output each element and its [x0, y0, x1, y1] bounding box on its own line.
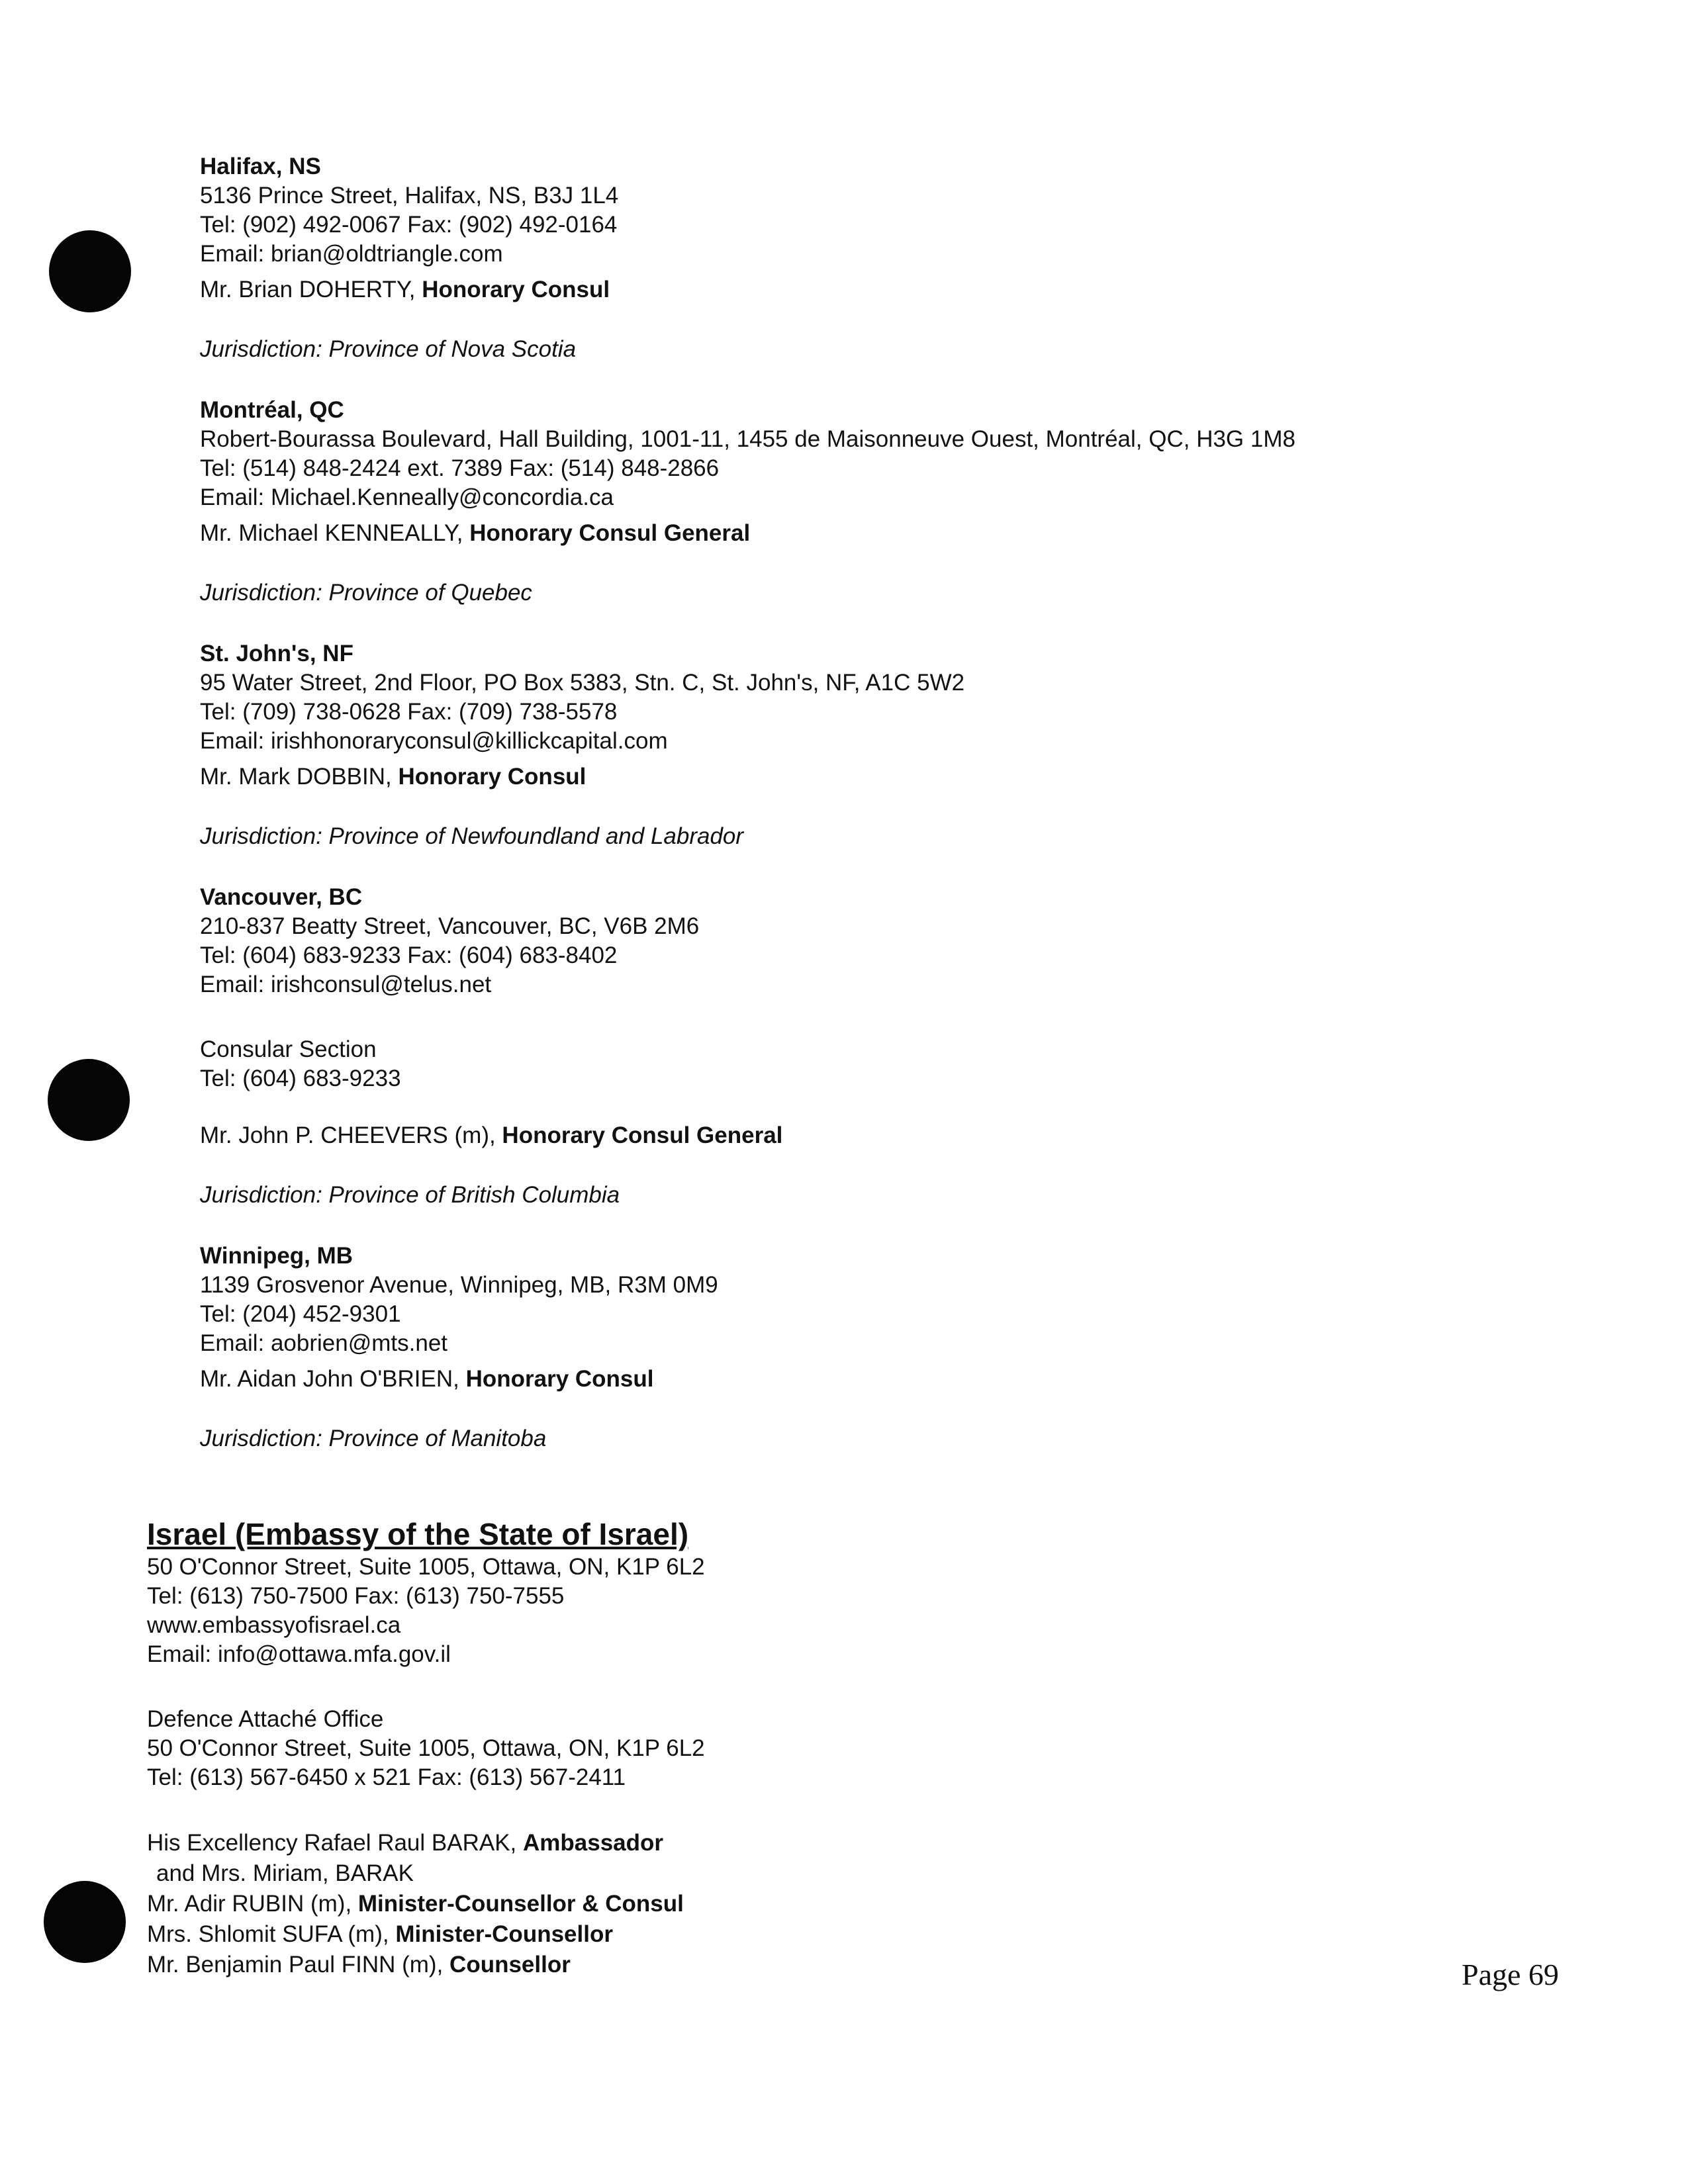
officer-name: Mr. Brian DOHERTY, — [200, 277, 422, 302]
officer-name: Mr. Michael KENNEALLY, — [200, 520, 470, 546]
consular-section-phone: Tel: (604) 683-9233 — [200, 1066, 401, 1091]
embassy-address: 50 O'Connor Street, Suite 1005, Ottawa, ON, K1P 6L2 — [147, 1554, 705, 1580]
embassy-website: www.embassyofisrael.ca — [147, 1612, 401, 1638]
consul-officer — [200, 519, 1524, 548]
consulate-email: Email: brian@oldtriangle.com — [200, 241, 503, 267]
officer-title: Honorary Consul General — [502, 1122, 783, 1148]
israel-embassy-section — [147, 1516, 1405, 1980]
staff-title: Minister-Counsellor & Consul — [357, 1891, 684, 1917]
officer-name: Mr. Mark DOBBIN, — [200, 764, 399, 790]
consulate-jurisdiction: Jurisdiction: Province of British Columbia — [200, 1182, 620, 1208]
consulate-jurisdiction: Jurisdiction: Province of Nova Scotia — [200, 336, 577, 362]
staff-title: Ambassador — [523, 1830, 664, 1856]
consulate-list — [200, 152, 1524, 1485]
defence-office-label: Defence Attaché Office — [147, 1706, 384, 1732]
consulate-email: Email: aobrien@mts.net — [200, 1330, 448, 1356]
staff-name: Mr. Adir RUBIN (m), — [147, 1891, 358, 1917]
consulate-address: 1139 Grosvenor Avenue, Winnipeg, MB, R3M 0M9 — [200, 1272, 718, 1298]
consulate-email: Email: Michael.Kenneally@concordia.ca — [200, 484, 614, 510]
consular-section-label: Consular Section — [200, 1036, 377, 1062]
officer-name: Mr. John P. CHEEVERS (m), — [200, 1122, 502, 1148]
consulate-email: Email: irishconsul@telus.net — [200, 972, 492, 997]
consulate-phone-fax: Tel: (709) 738-0628 Fax: (709) 738-5578 — [200, 699, 618, 725]
consulate-city: Vancouver, BC — [200, 884, 363, 910]
staff-member — [147, 1950, 1405, 1980]
staff-spouse: and Mrs. Miriam, BARAK — [156, 1860, 414, 1886]
defence-office-phone-fax: Tel: (613) 567-6450 x 521 Fax: (613) 567-2411 — [147, 1764, 626, 1790]
consulate-jurisdiction: Jurisdiction: Province of Quebec — [200, 580, 532, 606]
consulate-city: Winnipeg, MB — [200, 1243, 353, 1269]
officer-name: Mr. Aidan John O'BRIEN, — [200, 1366, 466, 1392]
section-gap — [200, 999, 1524, 1035]
consulate-city: St. John's, NF — [200, 641, 353, 666]
defence-office-address: 50 O'Connor Street, Suite 1005, Ottawa, ON, K1P 6L2 — [147, 1735, 705, 1761]
consul-officer — [200, 1121, 1524, 1150]
consulate-phone-fax: Tel: (902) 492-0067 Fax: (902) 492-0164 — [200, 212, 618, 238]
officer-title: Honorary Consul — [465, 1366, 654, 1392]
officer-title: Honorary Consul — [398, 764, 586, 790]
consulate-jurisdiction: Jurisdiction: Province of Newfoundland and Labrador — [200, 823, 744, 849]
staff-name: Mr. Benjamin Paul FINN (m), — [147, 1952, 450, 1978]
staff-title: Counsellor — [449, 1952, 571, 1978]
consulate-entry — [200, 396, 1524, 608]
consulate-phone-fax: Tel: (204) 452-9301 — [200, 1301, 401, 1327]
page-number: Page 69 — [1462, 1958, 1559, 1991]
embassy-email: Email: info@ottawa.mfa.gov.il — [147, 1641, 451, 1667]
staff-name: His Excellency Rafael Raul BARAK, — [147, 1830, 523, 1856]
section-gap — [147, 1669, 1405, 1705]
consulate-address: 95 Water Street, 2nd Floor, PO Box 5383, Stn. C, St. John's, NF, A1C 5W2 — [200, 670, 965, 696]
consulate-city: Halifax, NS — [200, 154, 321, 179]
staff-member — [147, 1919, 1405, 1950]
embassy-staff-list — [147, 1828, 1405, 1980]
consulate-email: Email: irishhonoraryconsul@killickcapital.com — [200, 728, 668, 754]
consulate-entry — [200, 152, 1524, 364]
staff-title: Minister-Counsellor — [395, 1921, 613, 1947]
consulate-phone-fax: Tel: (604) 683-9233 Fax: (604) 683-8402 — [200, 942, 618, 968]
consul-officer — [200, 275, 1524, 304]
consulate-entry — [200, 639, 1524, 851]
staff-member — [147, 1889, 1405, 1919]
staff-member — [147, 1828, 1405, 1858]
section-gap — [147, 1792, 1405, 1828]
consulate-entry — [200, 1242, 1524, 1453]
consulate-city: Montréal, QC — [200, 397, 344, 423]
binder-hole — [44, 1881, 126, 1963]
binder-hole — [48, 1059, 130, 1141]
consulate-jurisdiction: Jurisdiction: Province of Manitoba — [200, 1426, 547, 1451]
consul-officer — [200, 1365, 1524, 1394]
consulate-entry — [200, 883, 1524, 1210]
consulate-address: Robert-Bourassa Boulevard, Hall Building, 1001-11, 1455 de Maisonneuve Ouest, Montréal, QC, H3G 1M8 — [200, 426, 1295, 452]
officer-title: Honorary Consul General — [469, 520, 751, 546]
binder-hole — [49, 230, 131, 312]
embassy-phone-fax: Tel: (613) 750-7500 Fax: (613) 750-7555 — [147, 1583, 565, 1609]
consulate-address: 210-837 Beatty Street, Vancouver, BC, V6B 2M6 — [200, 913, 700, 939]
consul-officer — [200, 762, 1524, 792]
consulate-phone-fax: Tel: (514) 848-2424 ext. 7389 Fax: (514) 848-2866 — [200, 455, 720, 481]
consulate-address: 5136 Prince Street, Halifax, NS, B3J 1L4 — [200, 183, 619, 208]
officer-title: Honorary Consul — [422, 277, 610, 302]
staff-name: Mrs. Shlomit SUFA (m), — [147, 1921, 396, 1947]
country-heading: Israel (Embassy of the State of Israel) — [147, 1517, 689, 1551]
